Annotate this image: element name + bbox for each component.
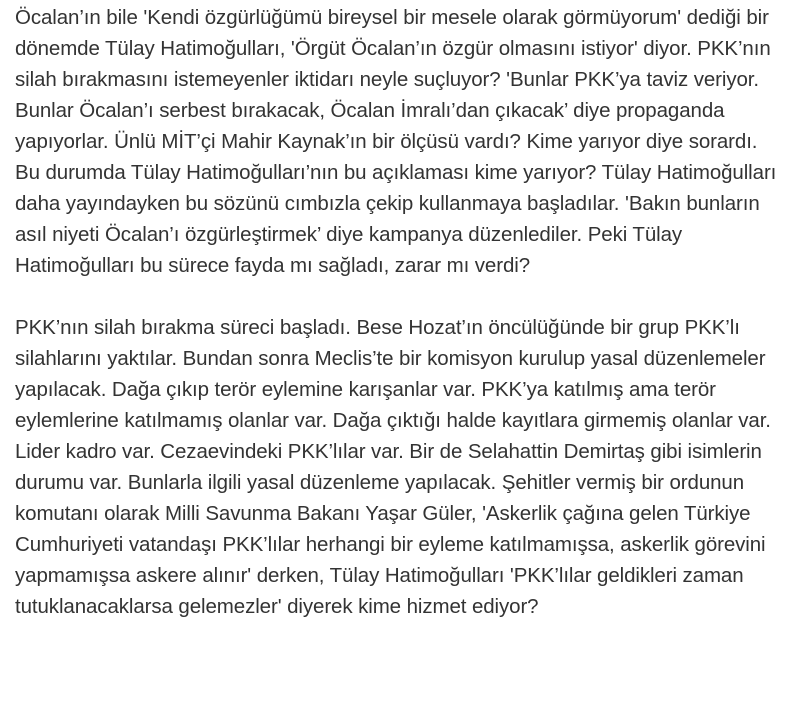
- article-paragraph: PKK’nın silah bırakma süreci başladı. Bese Hozat’ın öncülüğünde bir grup PKK’lı silahlarını yaktılar. Bundan sonra Meclis’te bir komisyon kurulup yasal düzenlemeler yapılacak. Dağa çıkıp terör eylemine karışanlar var. PKK’ya katılmış ama terör eylemlerine katılmamış olanlar var. Dağa çıktığı halde kayıtlara girmemiş olanlar var. Lider kadro var. Cezaevindeki PKK’lılar var. Bir de Selahattin Demirtaş gibi isimlerin durumu var. Bunlarla ilgili yasal düzenleme yapılacak. Şehitler vermiş bir ordunun komutanı olarak Milli Savunma Bakanı Yaşar Güler, 'Askerlik çağına gelen Türkiye Cumhuriyeti vatandaşı PKK’lılar herhangi bir eyleme katılmamışsa, askerlik görevini yapmamışsa askere alınır' derken, Tülay Hatimoğulları 'PKK’lılar geldikleri zaman tutuklanacaklarsa gelemezler' diyerek kime hizmet ediyor?: [15, 316, 771, 618]
- article-body: [15, 2, 777, 622]
- article-paragraph: Öcalan’ın bile 'Kendi özgürlüğümü bireysel bir mesele olarak görmüyorum' dediği bir dönemde Tülay Hatimoğulları, 'Örgüt Öcalan’ın özgür olmasını istiyor' diyor. PKK’nın silah bırakmasını istemeyenler iktidarı neyle suçluyor? 'Bunlar PKK’ya taviz veriyor. Bunlar Öcalan’ı serbest bırakacak, Öcalan İmralı’dan çıkacak’ diye propaganda yapıyorlar. Ünlü MİT’çi Mahir Kaynak’ın bir ölçüsü vardı? Kime yarıyor diye sorardı. Bu durumda Tülay Hatimoğulları’nın bu açıklaması kime yarıyor? Tülay Hatimoğulları daha yayındayken bu sözünü cımbızla çekip kullanmaya başladılar. 'Bakın bunların asıl niyeti Öcalan’ı özgürleştirmek’ diye kampanya düzenlediler. Peki Tülay Hatimoğulları bu sürece fayda mı sağladı, zarar mı verdi?: [15, 6, 777, 277]
